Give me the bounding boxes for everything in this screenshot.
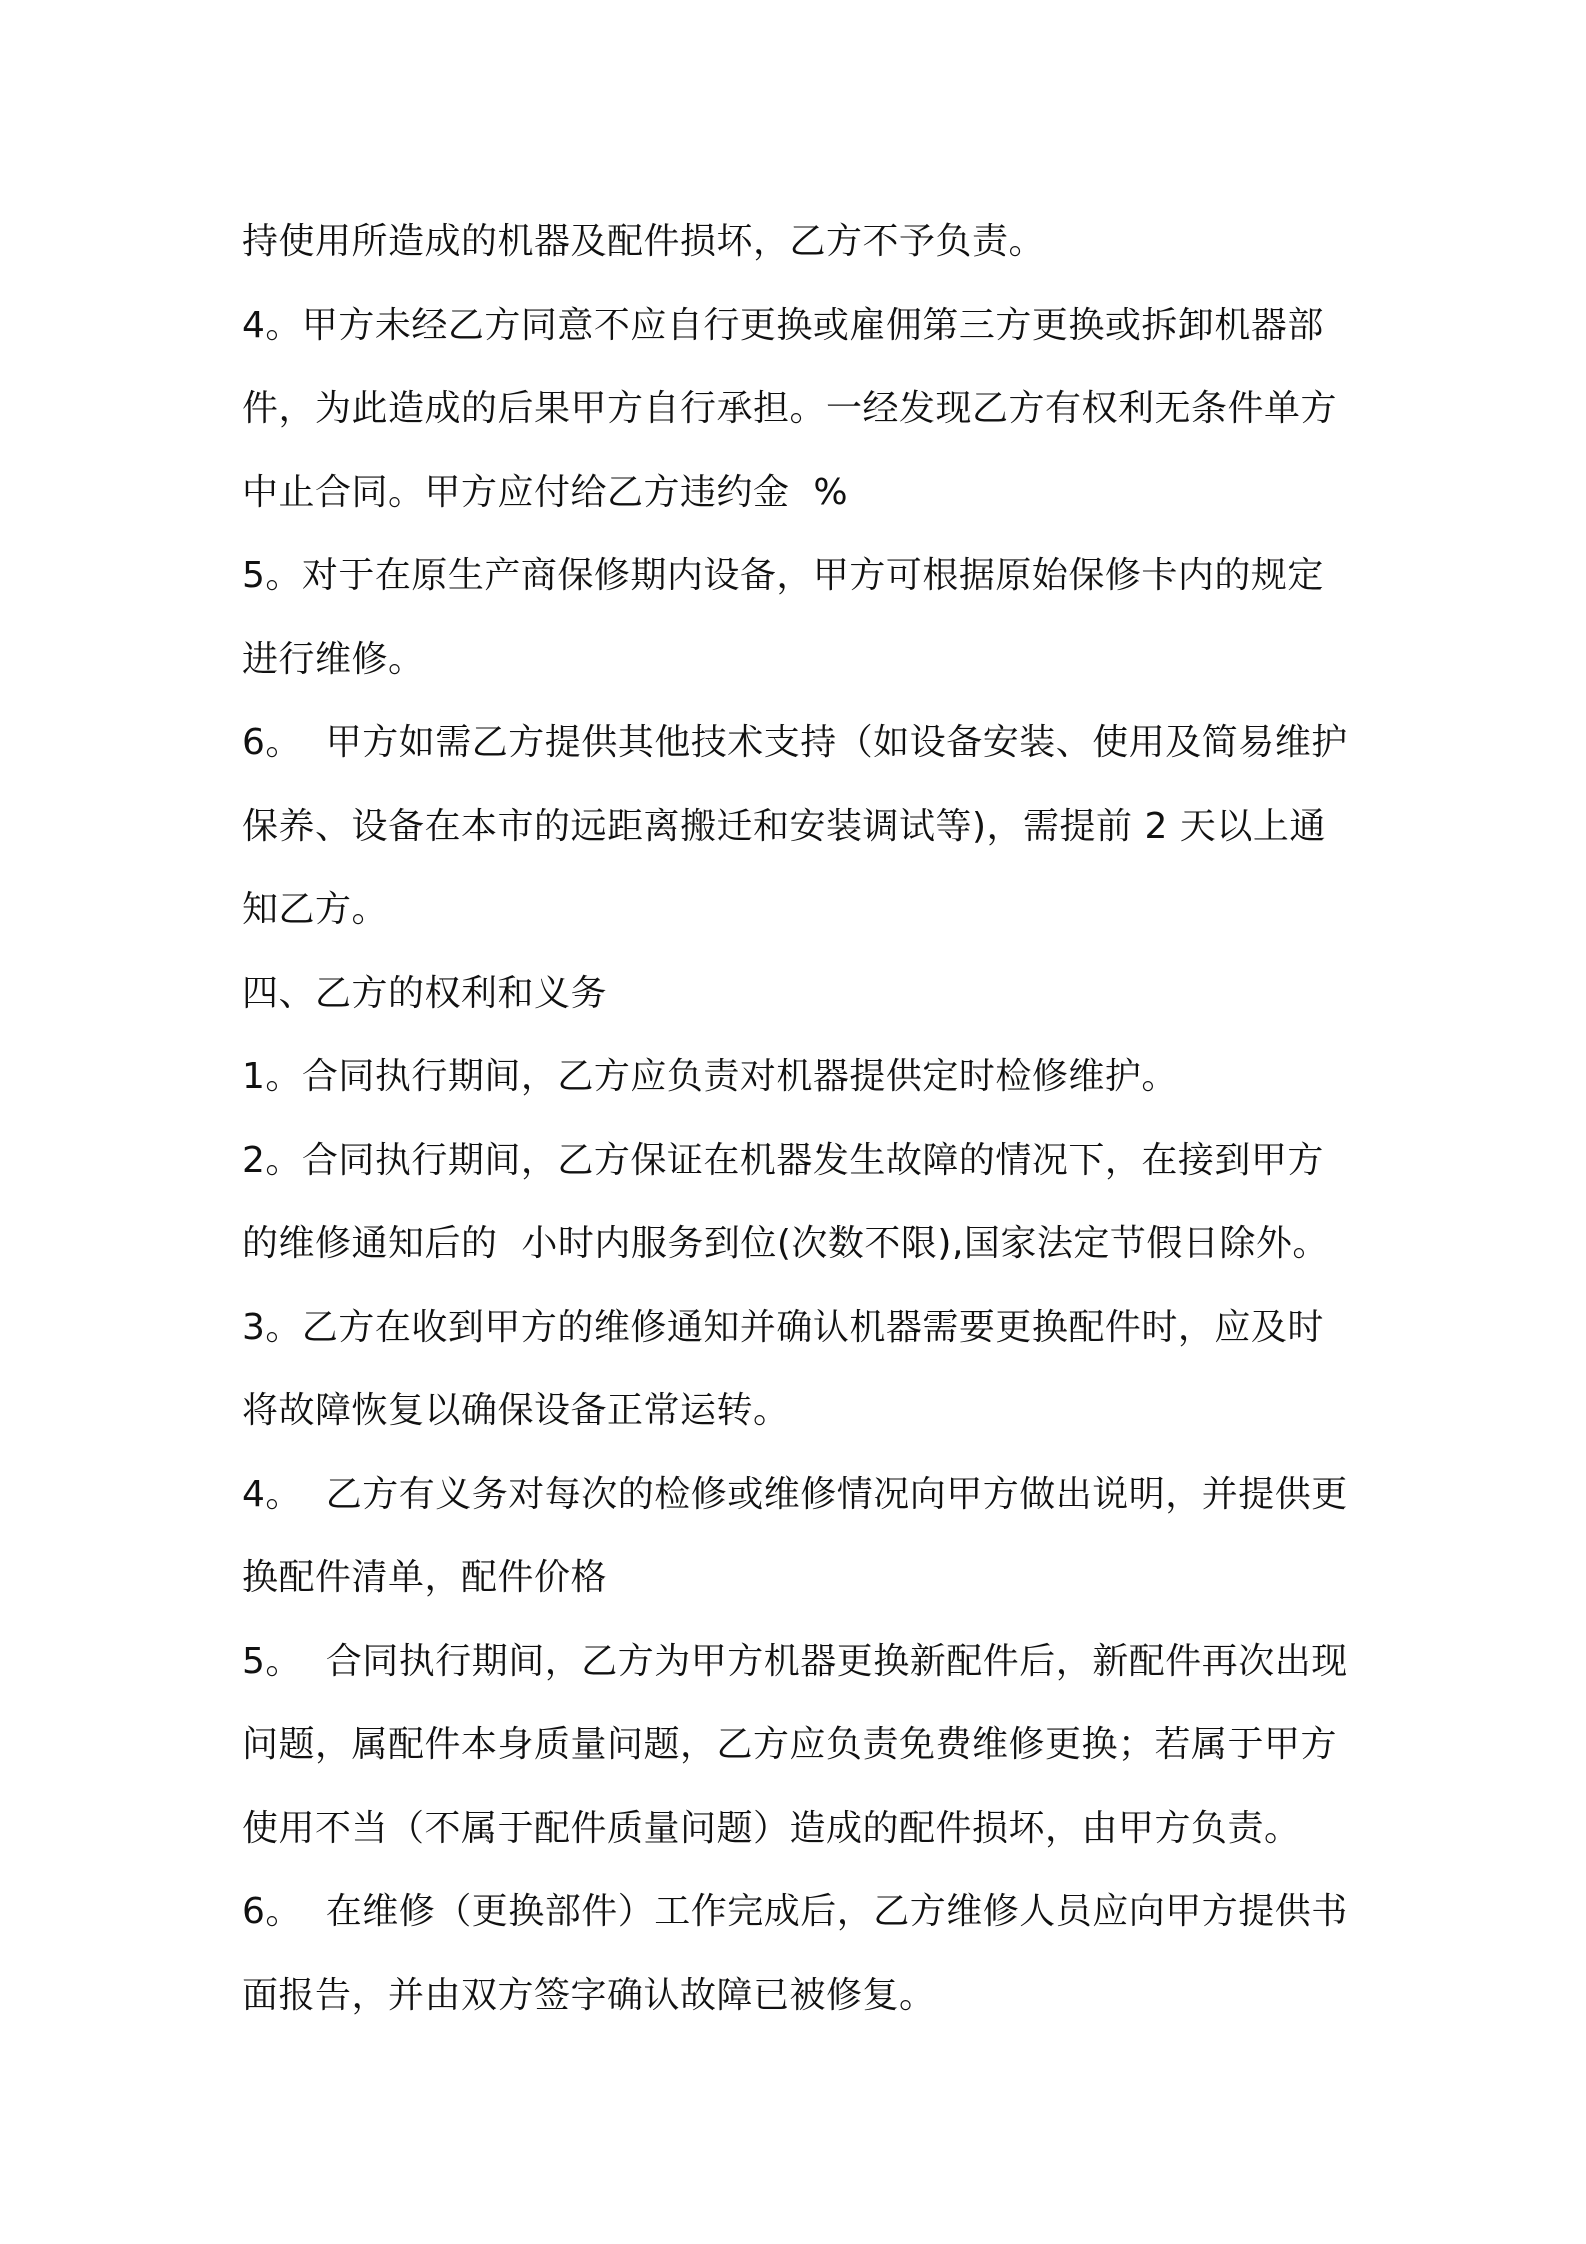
text-line: 2。合同执行期间，乙方保证在机器发生故障的情况下，在接到甲方 bbox=[242, 1139, 1324, 1181]
text-line: 知乙方。 bbox=[242, 889, 389, 930]
clause-party-b-1 bbox=[242, 1035, 1362, 1119]
clause-party-b-4 bbox=[242, 1453, 1362, 1620]
text-line: 进行维修。 bbox=[242, 638, 425, 680]
text-line: 3。乙方在收到甲方的维修通知并确认机器需要更换配件时，应及时 bbox=[242, 1306, 1324, 1348]
section-heading-4 bbox=[242, 952, 1362, 1036]
clause-party-a-5 bbox=[242, 534, 1362, 701]
text-line: 持使用所造成的机器及配件损坏，乙方不予负责。 bbox=[242, 221, 1046, 262]
clause-party-a-4 bbox=[242, 284, 1362, 535]
text-line: 换配件清单，配件价格 bbox=[242, 1557, 608, 1598]
text-line: 面报告，并由双方签字确认故障已被修复。 bbox=[242, 1974, 936, 2016]
text-line: 将故障恢复以确保设备正常运转。 bbox=[242, 1390, 790, 1431]
text-line: 件，为此造成的后果甲方自行承担。一经发现乙方有权利无条件单方 bbox=[242, 388, 1338, 429]
text-line: 问题，属配件本身质量问题，乙方应负责免费维修更换；若属于甲方 bbox=[242, 1724, 1338, 1765]
text-line: 的维修通知后的 小时内服务到位(次数不限),国家法定节假日除外。 bbox=[242, 1223, 1329, 1264]
clause-party-b-5 bbox=[242, 1620, 1362, 1871]
text-line: 4。甲方未经乙方同意不应自行更换或雇佣第三方更换或拆卸机器部 bbox=[242, 304, 1324, 346]
text-line: 6。 在维修（更换部件）工作完成后，乙方维修人员应向甲方提供书 bbox=[242, 1891, 1348, 1932]
clause-party-b-6 bbox=[242, 1870, 1362, 2037]
text-line: 6。 甲方如需乙方提供其他技术支持（如设备安装、使用及简易维护 bbox=[242, 722, 1348, 763]
clause-party-b-3 bbox=[242, 1286, 1362, 1453]
clause-party-a-6 bbox=[242, 701, 1362, 952]
text-line: 5。 合同执行期间，乙方为甲方机器更换新配件后，新配件再次出现 bbox=[242, 1640, 1348, 1682]
text-line: 使用不当（不属于配件质量问题）造成的配件损坏，由甲方负责。 bbox=[242, 1807, 1301, 1849]
text-line: 5。对于在原生产商保修期内设备，甲方可根据原始保修卡内的规定 bbox=[242, 555, 1324, 596]
document-body bbox=[242, 200, 1362, 2037]
text-line: 1。合同执行期间，乙方应负责对机器提供定时检修维护。 bbox=[242, 1056, 1178, 1097]
text-line: 中止合同。甲方应付给乙方违约金 % bbox=[242, 471, 849, 513]
paragraph-continuation bbox=[242, 200, 1362, 284]
clause-party-b-2 bbox=[242, 1119, 1362, 1286]
text-line: 4。 乙方有义务对每次的检修或维修情况向甲方做出说明，并提供更 bbox=[242, 1473, 1348, 1515]
text-line: 保养、设备在本市的远距离搬迁和安装调试等)，需提前 2 天以上通 bbox=[242, 805, 1326, 847]
section-heading: 四、乙方的权利和义务 bbox=[242, 972, 608, 1014]
